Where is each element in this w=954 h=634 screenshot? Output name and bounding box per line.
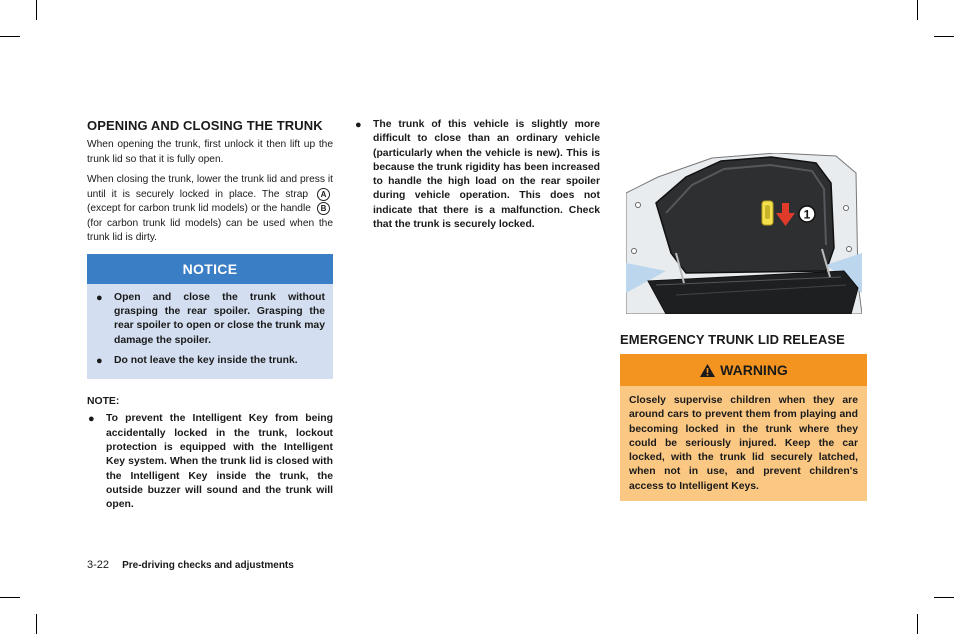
- notice-item: ● Open and close the trunk without grasping the rear spoiler. Grasping the rear spoiler to open or close the trunk may damage the spoiler.: [96, 291, 325, 346]
- middle-column: [354, 118, 600, 238]
- warning-triangle-icon: [699, 363, 716, 378]
- warning-heading: WARNING: [620, 354, 867, 386]
- crop-mark: [0, 597, 20, 598]
- crop-mark: [0, 36, 20, 37]
- marker-a: A: [317, 188, 330, 201]
- paragraph-opening: When opening the trunk, first unlock it then lift up the trunk lid so that it is fully open.: [87, 139, 333, 165]
- crop-mark: [934, 36, 954, 37]
- note-label: NOTE:: [87, 396, 120, 408]
- paragraph-closing: When closing the trunk, lower the trunk lid and press it until it is securely locked in place. The strap A (except for carbon trunk lid models) or the handle B (for carbon trunk lid models) can be used when the trunk lid is dirty.: [87, 174, 333, 244]
- crop-mark: [36, 614, 37, 634]
- crop-mark: [917, 0, 918, 20]
- crop-mark: [917, 614, 918, 634]
- warning-text: Closely supervise children when they are around cars to prevent them from playing and becoming locked in the trunk where they could be seriously injured. Keep the car locked, with the trunk lid securely latched, when not in use, and prevent children's access to Intelligent Keys.: [629, 395, 858, 492]
- marker-b: B: [317, 202, 330, 215]
- page-footer: [87, 559, 294, 571]
- warning-box: [620, 354, 867, 501]
- notice-box: [87, 254, 333, 379]
- page-number: 3-22: [87, 559, 110, 571]
- crop-mark: [934, 597, 954, 598]
- notice-heading: NOTICE: [87, 254, 333, 284]
- crop-mark: [36, 0, 37, 20]
- callout-number: 1: [803, 207, 811, 222]
- emergency-release-title: EMERGENCY TRUNK LID RELEASE: [620, 332, 845, 347]
- footer-section: Pre-driving checks and adjustments: [122, 560, 294, 571]
- trunk-release-illustration: [626, 153, 862, 314]
- trunk-rigidity-item: ● The trunk of this vehicle is slightly more difficult to close than an ordinary vehicle (particularly when the vehicle is new). This is because the trunk rigidity has been increased to handle the high load on the rear spoiler during vehicle operation. This does not indicate that there is a malfunction. Check that the trunk is securely locked.: [355, 119, 600, 231]
- section-title: OPENING AND CLOSING THE TRUNK: [87, 118, 323, 133]
- notice-item: ● Do not leave the key inside the trunk.: [96, 355, 298, 368]
- left-column: [87, 118, 333, 518]
- note-item: ● To prevent the Intelligent Key from being accidentally locked in the trunk, lockout protection is equipped with the Intelligent Key system. When the trunk lid is closed with the Intelligent Key inside the trunk, the outside buzzer will sound and the trunk will open.: [88, 413, 333, 511]
